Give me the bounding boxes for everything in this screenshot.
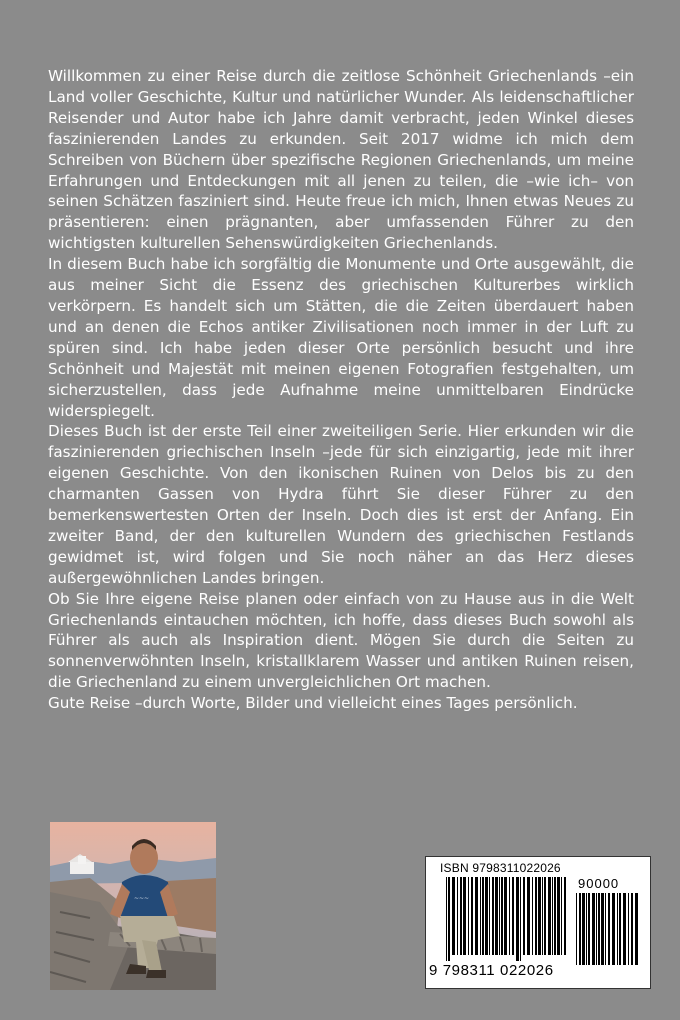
paragraph-selection: In diesem Buch habe ich sorgfältig die Monumente und Orte ausgewählt, die aus meiner Sicht die Essenz des griechischen Kulturerbes wirklich verkörpern. Es handelt sich um Stätten, die die Zeiten überdauert haben und an denen die Echos antiker Zivilisationen noch immer in der Luft zu spüren sind. Ich habe jeden dieser Orte persönlich besucht und ihre Schönheit und Majestät mit meinen eigenen Fotografien festgehalten, um sicherzustellen, dass jede Aufnahme meine unmittelbaren Eindrücke widerspiegelt. <box>48 255 634 420</box>
barcode-bar <box>489 877 490 955</box>
barcode-bar <box>448 877 450 961</box>
barcode-bar <box>520 877 521 961</box>
barcode-bar <box>635 893 638 965</box>
barcode-bar <box>542 877 543 955</box>
barcode-bar <box>452 877 455 955</box>
paragraph-intro: Willkommen zu einer Reise durch die zeitlose Schönheit Griechenlands –ein Land voller Geschichte, Kultur und natürlicher Wunder. Als leidenschaftlicher Reisender und Autor habe ich Jahre damit verbracht, jeden Winkel dieses faszinierenden Landes zu erkunden. Seit 2017 widme ich mich dem Schreiben von Büchern über spezifische Regionen Griechenlands, um meine Erfahrungen und Entdeckungen mit all jenen zu teilen, die –wie ich– von seinen Schätzen fasziniert sind. Heute freue ich mich, Ihnen etwas Neues zu präsentieren: einen prägnanten, aber umfassenden Führer zu den wichtigsten kulturellen Sehenswürdigkeiten Griechenlands. <box>48 67 634 253</box>
barcode-bar <box>504 877 507 955</box>
back-cover-text <box>48 66 634 714</box>
barcode-bar <box>554 877 556 955</box>
ean-digits: 9 798311 022026 <box>429 962 554 979</box>
barcode-bar <box>592 893 595 965</box>
barcode-bar <box>457 877 458 955</box>
barcode-bar <box>557 877 560 955</box>
barcode-bar <box>468 877 469 955</box>
barcode-bar <box>605 893 606 965</box>
barcode-bar <box>516 877 519 961</box>
paragraph-series: Dieses Buch ist der erste Teil einer zweiteiligen Serie. Hier erkunden wir die faszinierenden griechischen Inseln –jede für sich einzigartig, jede mit ihrer eigenen Geschichte. Von den ikonischen Ruinen von Delos bis zu den charmanten Gassen von Hydra führt Sie dieser Führer zu den bemerkenswertesten Orten der Inseln. Doch dies ist erst der Anfang. Ein zweiter Band, der den kulturellen Wundern des griechischen Festlands gewidmet ist, wird folgen und Sie noch näher an das Herz dieses außergewöhnlichen Landes bringen. <box>48 422 634 587</box>
author-photo <box>50 822 216 990</box>
barcode-bar <box>617 893 618 965</box>
barcode-bar <box>463 877 466 955</box>
barcode-bar <box>582 893 585 965</box>
ean-barcode-bars <box>446 877 570 961</box>
barcode-bar <box>501 877 503 955</box>
barcode-bar <box>576 893 577 965</box>
paragraph-inspiration: Ob Sie Ihre eigene Reise planen oder einfach von zu Hause aus in die Welt Griechenlands eintauchen möchten, ich hoffe, dass dieses Buch sowohl als Führer als auch als Inspiration dient. Mögen Sie durch die Seiten zu sonnenverwöhnten Inseln, kristallklarem Wasser und antiken Ruinen reisen, die Griechenland zu einem unvergleichlichen Ort machen. <box>48 589 634 692</box>
barcode-bar <box>623 893 626 965</box>
barcode-bar <box>598 893 600 965</box>
barcode-bar <box>460 877 462 955</box>
barcode-bar <box>532 877 533 955</box>
barcode-bar <box>612 893 615 965</box>
barcode-bar <box>471 877 473 955</box>
barcode-bar <box>523 877 525 955</box>
barcode-bar <box>579 893 581 965</box>
barcode-bar <box>527 877 530 955</box>
barcode-bar <box>492 877 494 955</box>
addon-barcode-bars <box>576 893 638 971</box>
paragraph-farewell: Gute Reise –durch Worte, Bilder und vielleicht eines Tages persönlich. <box>48 694 578 713</box>
barcode-bar <box>619 893 621 965</box>
isbn-label: ISBN 9798311022026 <box>440 861 561 875</box>
barcode-bar <box>561 877 562 955</box>
author-photo-illustration <box>50 822 216 990</box>
barcode-bar <box>596 893 597 965</box>
barcode-bar <box>601 893 604 965</box>
barcode-bar <box>548 877 551 955</box>
barcode-bar <box>499 877 500 955</box>
barcode-bar <box>509 877 510 955</box>
barcode-bar <box>495 877 498 955</box>
barcode-bar <box>628 893 629 965</box>
barcode-bar <box>564 877 566 955</box>
barcode-bar <box>552 877 553 955</box>
barcode-bar <box>608 893 610 965</box>
barcode-bar <box>538 877 541 955</box>
barcode-bar <box>631 893 633 965</box>
barcode-bar <box>475 877 478 955</box>
barcode-bar <box>482 877 484 955</box>
price-addon-number: 90000 <box>578 876 620 891</box>
svg-text:~~~: ~~~ <box>134 895 150 902</box>
barcode-bar <box>588 893 590 965</box>
isbn-barcode <box>425 856 651 989</box>
barcode-bar <box>544 877 546 955</box>
barcode-bar <box>480 877 481 955</box>
barcode-bar <box>535 877 537 955</box>
barcode-bar <box>586 893 587 965</box>
barcode-bar <box>446 877 447 961</box>
barcode-bar <box>485 877 488 955</box>
barcode-bar <box>512 877 514 955</box>
